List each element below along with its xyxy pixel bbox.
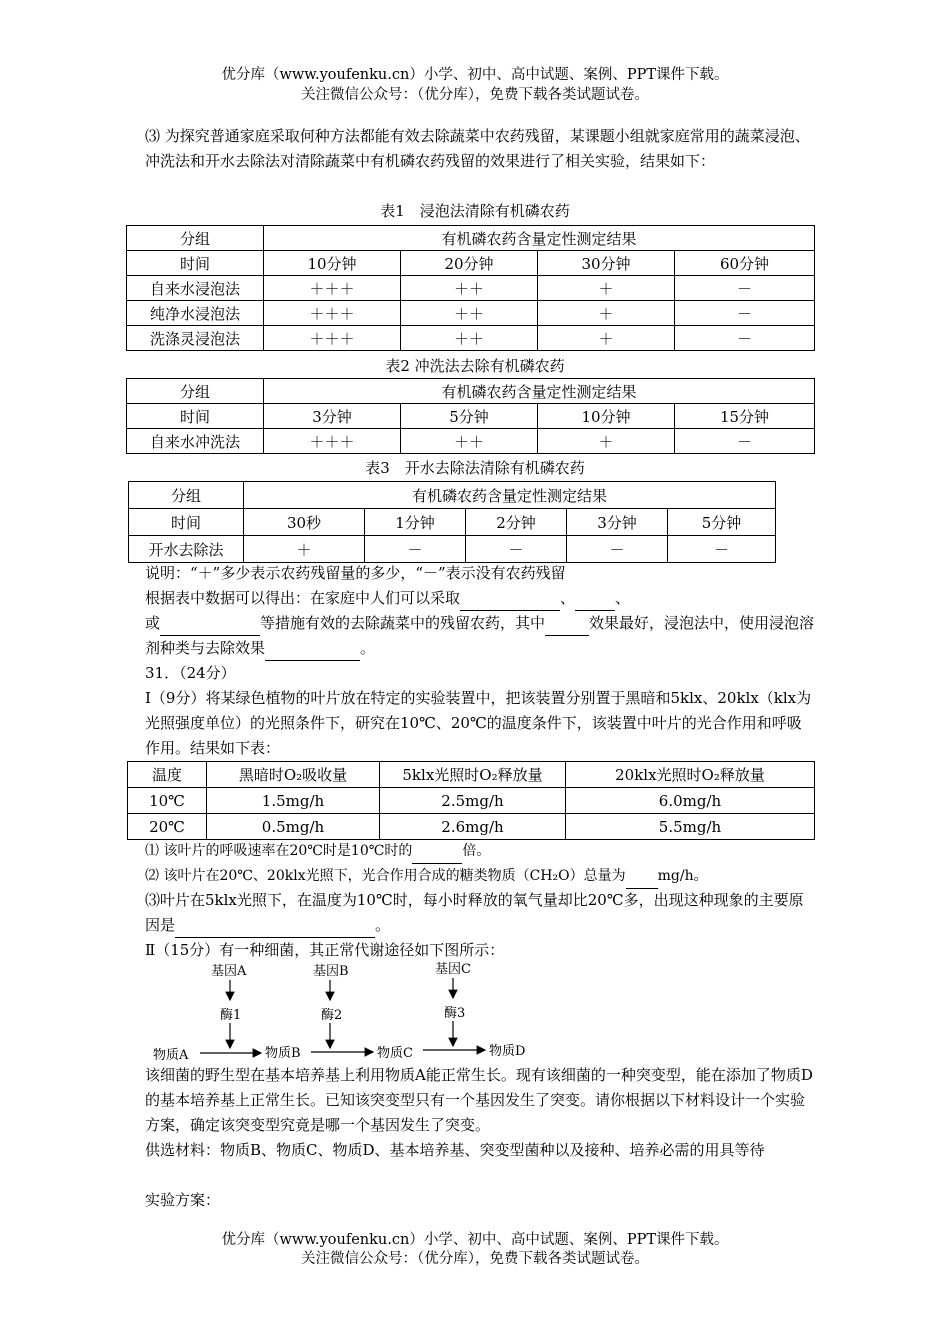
table1-time-cell: 60分钟	[675, 251, 815, 276]
q31-cell: 5.5mg/h	[566, 814, 815, 840]
sub1-text-end: 倍。	[462, 843, 491, 859]
sub1-text: ⑴ 该叶片的呼吸速率在20℃时是10℃时的	[145, 843, 413, 859]
table1-cell: －	[675, 276, 815, 301]
table1-cell: －	[675, 301, 815, 326]
table3-cell: －	[365, 536, 466, 563]
answer-blank[interactable]	[626, 870, 658, 889]
table1-time-cell: 20分钟	[401, 251, 538, 276]
q31-cell: 20℃	[128, 814, 207, 840]
sub3-text-end: 。	[375, 916, 391, 934]
q31-para2: 供选材料：物质B、物质C、物质D、基本培养基、突变型菌种以及接种、培养必需的用具等待	[145, 1141, 765, 1159]
enzyme-1-label: 酶1	[220, 1008, 242, 1023]
q31-sub2	[145, 864, 815, 889]
footer-line-2: 关注微信公众号：（优分库），免费下载各类试题试卷。	[301, 1251, 649, 1267]
table1-caption: 表1 浸泡法清除有机磷农药	[380, 202, 570, 220]
table1-cell: ＋＋＋	[264, 301, 401, 326]
table1-cell: ＋＋	[401, 301, 538, 326]
table3-cell: ＋	[244, 536, 365, 563]
gene-a-label: 基因A	[211, 964, 247, 979]
table2-time-cell: 3分钟	[264, 404, 401, 429]
header-line-2: 关注微信公众号：（优分库），免费下载各类试题试卷。	[301, 87, 649, 103]
table1-result-label: 有机磷农药含量定性测定结果	[264, 226, 815, 251]
table1-row-name: 自来水浸泡法	[127, 276, 264, 301]
q3-intro: ⑶ 为探究普通家庭采取何种方法都能有效去除蔬菜中农药残留，某课题小组就家庭常用的蔬菜浸泡、冲洗法和开水去除法对清除蔬菜中有机磷农药残留的效果进行了相关实验，结果如下：	[145, 127, 810, 170]
q31-para3: 实验方案：	[145, 1191, 221, 1209]
table3-time-label: 时间	[129, 509, 244, 536]
q31-cell: 2.5mg/h	[380, 788, 566, 814]
table2-time-cell: 15分钟	[675, 404, 815, 429]
q31-header-cell: 黑暗时O₂吸收量	[207, 762, 380, 788]
answer-blank[interactable]	[460, 592, 560, 611]
table3-time-cell: 30秒	[244, 509, 365, 536]
table3-caption: 表3 开水去除法清除有机磷农药	[365, 459, 585, 477]
q31-part2: Ⅱ（15分）有一种细菌，其正常代谢途径如下图所示：	[145, 941, 505, 959]
conclusion-text-5: 。	[360, 639, 376, 657]
sub2-text-end: mg/h。	[657, 868, 708, 884]
q31-cell: 0.5mg/h	[207, 814, 380, 840]
enzyme-3-label: 酶3	[444, 1006, 466, 1021]
table1-row-name: 纯净水浸泡法	[127, 301, 264, 326]
table3-cell: －	[466, 536, 567, 563]
q31-sub3	[145, 888, 815, 938]
table3	[128, 481, 776, 563]
table2-time-cell: 10分钟	[538, 404, 675, 429]
footer-line-1: 优分库（www.youfenku.cn）小学、初中、高中试题、案例、PPT课件下载。	[221, 1232, 729, 1248]
table1-time-cell: 30分钟	[538, 251, 675, 276]
table1-cell: ＋＋	[401, 326, 538, 351]
table2-cell: ＋＋	[401, 429, 538, 454]
q31-cell: 10℃	[128, 788, 207, 814]
substance-d-label: 物质D	[489, 1044, 526, 1059]
answer-blank[interactable]	[412, 845, 462, 864]
table2-time-cell: 5分钟	[401, 404, 538, 429]
table3-time-cell: 3分钟	[567, 509, 668, 536]
table1-time-cell: 10分钟	[264, 251, 401, 276]
table2-cell: －	[675, 429, 815, 454]
conclusion-text-3: 等措施有效的去除蔬菜中的残留农药，其中	[260, 614, 546, 632]
table1	[126, 225, 815, 351]
table2-caption: 表2 冲洗法去除有机磷农药	[385, 357, 565, 375]
table1-cell: ＋	[538, 276, 675, 301]
gene-b-label: 基因B	[313, 964, 349, 979]
table3-group-label: 分组	[129, 482, 244, 509]
enzyme-2-label: 酶2	[321, 1008, 343, 1023]
q31-header-cell: 温度	[128, 762, 207, 788]
table3-row-name: 开水去除法	[129, 536, 244, 563]
q31-cell: 2.6mg/h	[380, 814, 566, 840]
conclusion-sep-2: 、	[615, 589, 631, 607]
table2-result-label: 有机磷农药含量定性测定结果	[264, 379, 815, 404]
table3-time-cell: 1分钟	[365, 509, 466, 536]
substance-b-label: 物质B	[265, 1046, 301, 1061]
table3-time-cell: 5分钟	[668, 509, 776, 536]
conclusion-paragraph	[145, 586, 815, 661]
table1-row-name: 洗涤灵浸泡法	[127, 326, 264, 351]
q31-cell: 6.0mg/h	[566, 788, 815, 814]
q31-part1: Ⅰ（9分）将某绿色植物的叶片放在特定的实验装置中，把该装置分别置于黑暗和5klx、20klx（klx为光照强度单位）的光照条件下，研究在10℃、20℃的温度条件下，该装置中叶片的光合作用和呼吸作用。结果如下表：	[145, 689, 812, 757]
q31-table	[127, 761, 815, 840]
table2-group-label: 分组	[127, 379, 264, 404]
table1-group-label: 分组	[127, 226, 264, 251]
conclusion-text-2: 或	[145, 614, 161, 632]
answer-blank[interactable]	[265, 642, 360, 661]
table1-time-label: 时间	[127, 251, 264, 276]
table1-cell: ＋＋＋	[264, 276, 401, 301]
sub2-text: ⑵ 该叶片在20℃、20klx光照下，光合作用合成的糖类物质（CH₂O）总量为	[145, 868, 626, 884]
conclusion-text-4: 效果最好，浸泡法中，使用浸泡溶剂种类与去除效果	[145, 614, 815, 657]
q31-para1: 该细菌的野生型在基本培养基上利用物质A能正常生长。现有该细菌的一种突变型，能在添加了物质D的基本培养基上正常生长。已知该突变型只有一个基因发生了突变。请你根据以下材料设计一个实验方案，确定该突变型究竟是哪一个基因发生了突变。	[145, 1066, 813, 1134]
answer-blank[interactable]	[160, 617, 260, 636]
header-line-1: 优分库（www.youfenku.cn）小学、初中、高中试题、案例、PPT课件下载。	[221, 67, 729, 83]
table3-cell: －	[567, 536, 668, 563]
q31-title: 31．（24分）	[145, 664, 236, 682]
answer-blank[interactable]	[575, 592, 615, 611]
conclusion-sep-1: 、	[560, 589, 576, 607]
answer-blank[interactable]	[175, 919, 375, 938]
table1-cell: ＋＋	[401, 276, 538, 301]
table2	[126, 378, 815, 454]
substance-a-label: 物质A	[153, 1048, 189, 1063]
conclusion-text-1: 根据表中数据可以得出：在家庭中人们可以采取	[145, 589, 461, 607]
table3-cell: －	[668, 536, 776, 563]
table1-cell: ＋＋＋	[264, 326, 401, 351]
sub3-text: ⑶叶片在5klx光照下，在温度为10℃时，每小时释放的氧气量却比20℃多，出现这种现象的主要原因是	[145, 891, 804, 934]
q31-header-cell: 5klx光照时O₂释放量	[380, 762, 566, 788]
table1-cell: ＋	[538, 301, 675, 326]
pathway-arrows	[145, 960, 565, 1065]
substance-c-label: 物质C	[377, 1046, 413, 1061]
table1-cell: ＋	[538, 326, 675, 351]
answer-blank[interactable]	[545, 617, 589, 636]
table3-result-label: 有机磷农药含量定性测定结果	[244, 482, 776, 509]
pathway-diagram	[145, 960, 565, 1065]
table-note: 说明：“＋”多少表示农药残留量的多少，“－”表示没有农药残留	[145, 564, 566, 582]
q31-cell: 1.5mg/h	[207, 788, 380, 814]
table1-cell: －	[675, 326, 815, 351]
table2-cell: ＋	[538, 429, 675, 454]
table2-time-label: 时间	[127, 404, 264, 429]
table2-cell: ＋＋＋	[264, 429, 401, 454]
q31-header-cell: 20klx光照时O₂释放量	[566, 762, 815, 788]
gene-c-label: 基因C	[435, 962, 471, 977]
table2-row-name: 自来水冲洗法	[127, 429, 264, 454]
q31-sub1	[145, 839, 815, 864]
table3-time-cell: 2分钟	[466, 509, 567, 536]
